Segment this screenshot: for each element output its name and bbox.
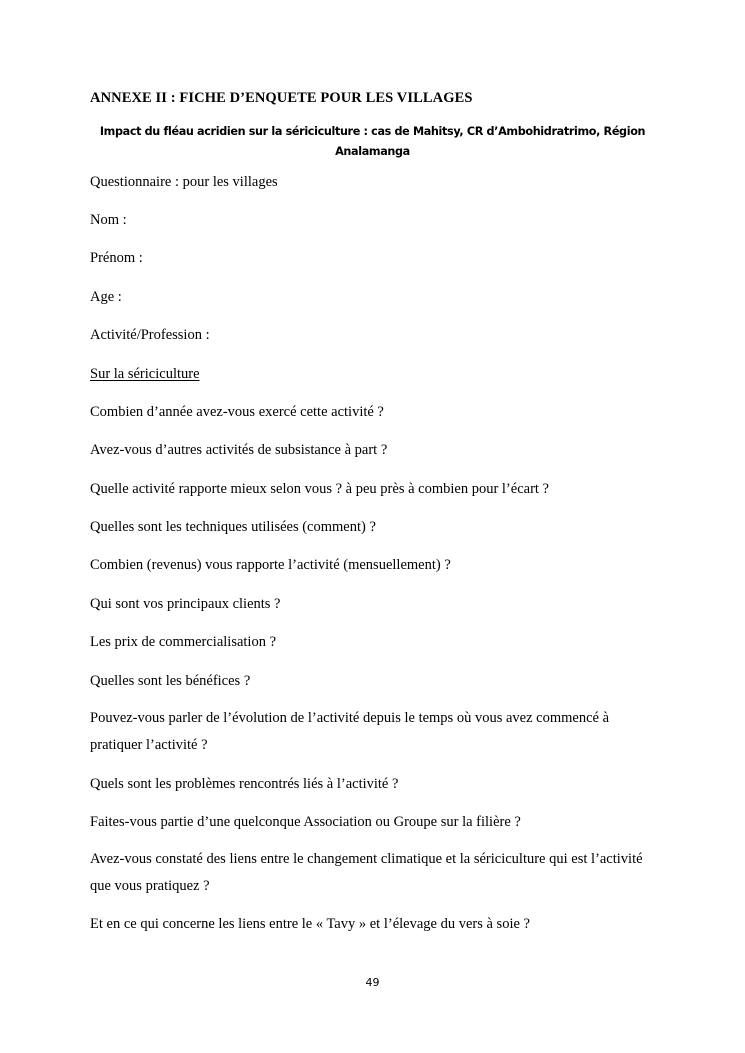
question-item: Combien d’année avez-vous exercé cette activité ? [90, 404, 384, 420]
question-item: Combien (revenus) vous rapporte l’activité (mensuellement) ? [90, 557, 451, 573]
question-item: Avez-vous constaté des liens entre le changement climatique et la sériciculture qui est l’activité que vous pratiquez ? [90, 851, 643, 894]
question-item: Quelle activité rapporte mieux selon vous ? à peu près à combien pour l’écart ? [90, 481, 549, 497]
question-item: Et en ce qui concerne les liens entre le « Tavy » et l’élevage du vers à soie ? [90, 916, 530, 932]
question-item: Quelles sont les bénéfices ? [90, 673, 251, 689]
field-nom: Nom : [90, 212, 127, 228]
questionnaire-label: Questionnaire : pour les villages [90, 174, 278, 190]
page-number: 49 [365, 976, 380, 989]
question-item: Qui sont vos principaux clients ? [90, 596, 281, 612]
question-item: Les prix de commercialisation ? [90, 634, 277, 650]
annex-heading: ANNEXE II : FICHE D’ENQUETE POUR LES VILLAGES [90, 90, 473, 106]
question-item: Faites-vous partie d’une quelconque Association ou Groupe sur la filière ? [90, 814, 521, 830]
field-prenom: Prénom : [90, 250, 143, 266]
question-item: Quelles sont les techniques utilisées (comment) ? [90, 519, 376, 535]
question-item: Pouvez-vous parler de l’évolution de l’activité depuis le temps où vous avez commencé à pratiquer l’activité ? [90, 710, 610, 753]
question-item: Avez-vous d’autres activités de subsistance à part ? [90, 442, 388, 458]
survey-subtitle: Impact du fléau acridien sur la sériciculture : cas de Mahitsy, CR d’Ambohidratrimo, Région Analamanga [99, 125, 646, 158]
section-title: Sur la sériciculture [90, 366, 200, 382]
field-activite-profession: Activité/Profession : [90, 327, 210, 343]
question-item: Quels sont les problèmes rencontrés liés à l’activité ? [90, 776, 399, 792]
field-age: Age : [90, 289, 122, 305]
